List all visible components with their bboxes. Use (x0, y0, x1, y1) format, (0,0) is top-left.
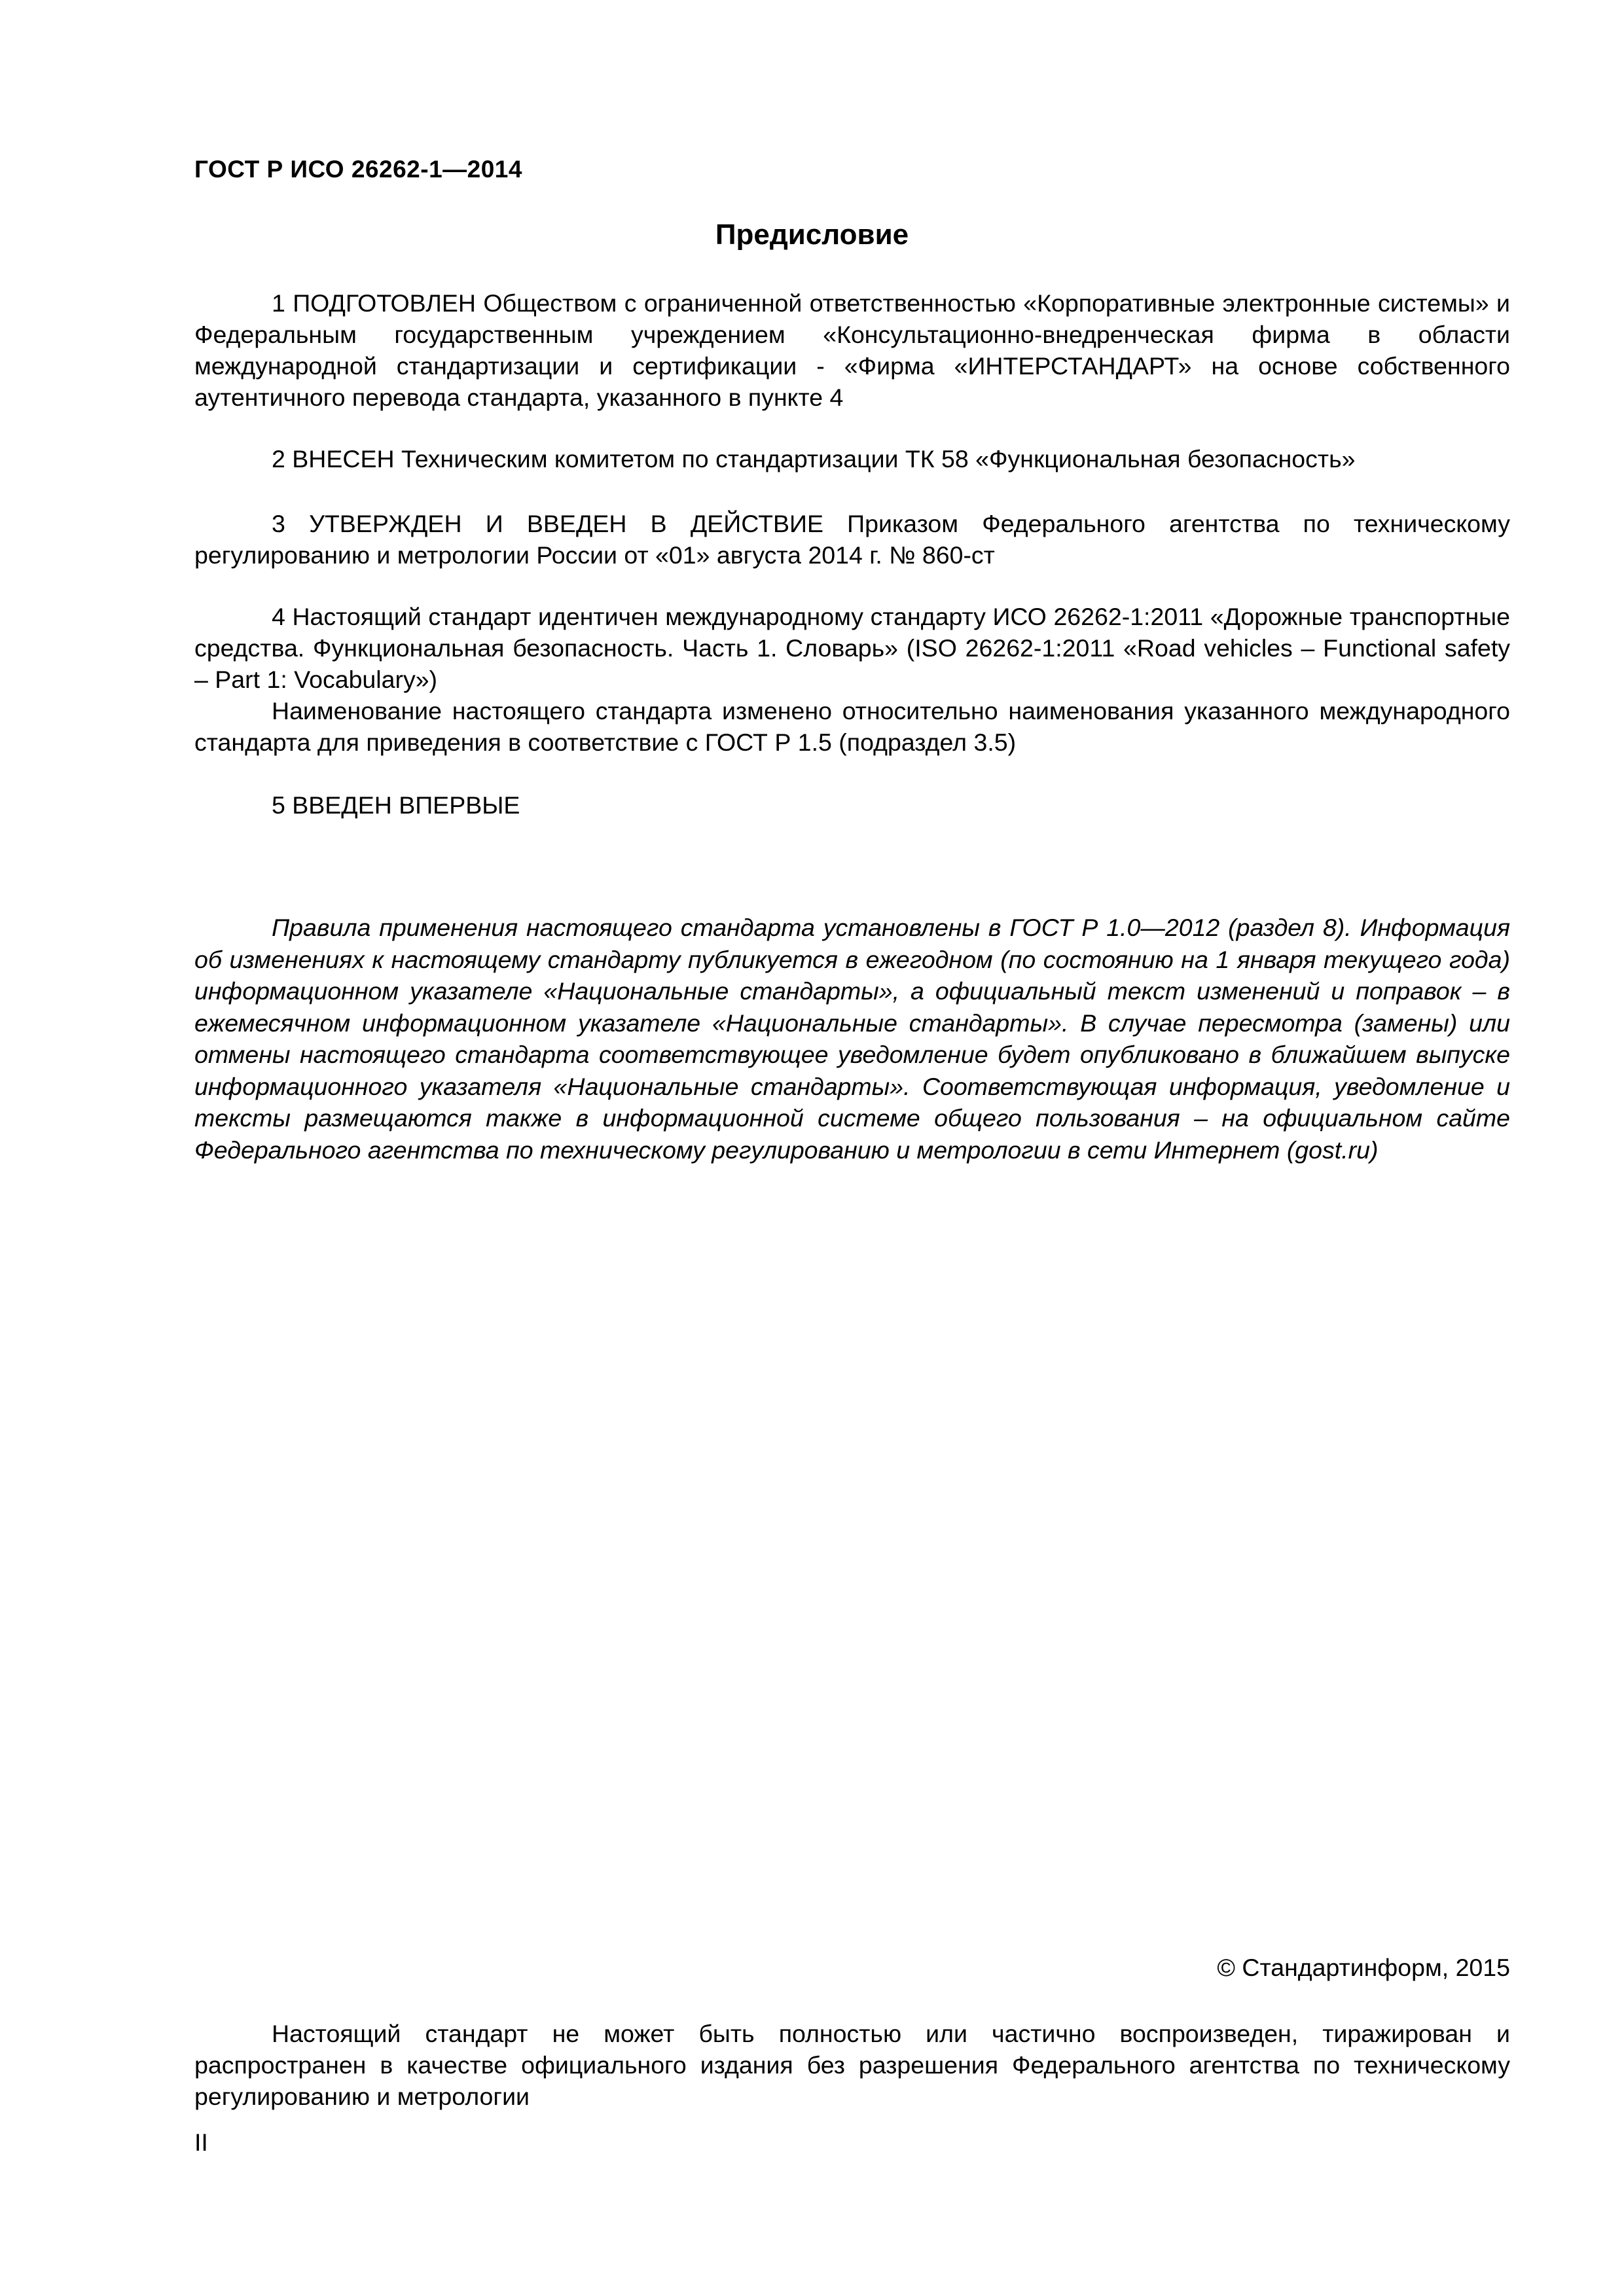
standard-code-header: ГОСТ Р ИСО 26262-1—2014 (194, 156, 522, 183)
reproduction-restriction-notice: Настоящий стандарт не может быть полностью или частично воспроизведен, тиражирован и распространен в качестве официального издания без разрешения Федерального агентства по техническому регулированию и метрологии (194, 2020, 1510, 2110)
foreword-item-identical: 4 Настоящий стандарт идентичен международному стандарту ИСО 26262-1:2011 «Дорожные транспортные средства. Функциональная безопасность. Часть 1. Словарь» (ISO 26262-1:2011 «Road vehicles – Functional safety – Part 1: Vocabulary») (194, 603, 1510, 693)
application-rules-notice: Правила применения настоящего стандарта установлены в ГОСТ Р 1.0—2012 (раздел 8). Информация об изменениях к настоящему стандарту публикуется в ежегодном (по состоянию на 1 января текущего года) информационном указателе «Национальные стандарты», а официальный текст изменений и поправок – в ежемесячном информационном указателе «Национальные стандарты». В случае пересмотра (замены) или отмены настоящего стандарта соответствующее уведомление будет опубликовано в ближайшем выпуске информационного указателя «Национальные стандарты». Соответствующая информация, уведомление и тексты размещаются также в информационной системе общего пользования – на официальном сайте Федерального агентства по техническому регулированию и метрологии в сети Интернет (gost.ru) (194, 914, 1510, 1164)
foreword-item-prepared: 1 ПОДГОТОВЛЕН Обществом с ограниченной ответственностью «Корпоративные электронные системы» и Федеральным государственным учреждением «Консультационно-внедренческая фирма в области международной стандартизации и сертификации - «Фирма «ИНТЕРСТАНДАРТ» на основе собственного аутентичного перевода стандарта, указанного в пункте 4 (194, 289, 1510, 411)
foreword-item-introduced: 2 ВНЕСЕН Техническим комитетом по стандартизации ТК 58 «Функциональная безопасность» (272, 445, 1356, 473)
foreword-item-identical-note: Наименование настоящего стандарта изменено относительно наименования указанного международного стандарта для приведения в соответствие с ГОСТ Р 1.5 (подраздел 3.5) (194, 697, 1510, 756)
copyright-notice: © Стандартинформ, 2015 (1217, 1954, 1510, 1981)
foreword-item-approved: 3 УТВЕРЖДЕН И ВВЕДЕН В ДЕЙСТВИЕ Приказом Федерального агентства по техническому регулированию и метрологии России от «01» августа 2014 г. № 860-ст (194, 510, 1510, 569)
page-title: Предисловие (715, 219, 909, 251)
foreword-item-first-introduced: 5 ВВЕДЕН ВПЕРВЫЕ (272, 791, 520, 819)
page-number: II (194, 2128, 208, 2156)
